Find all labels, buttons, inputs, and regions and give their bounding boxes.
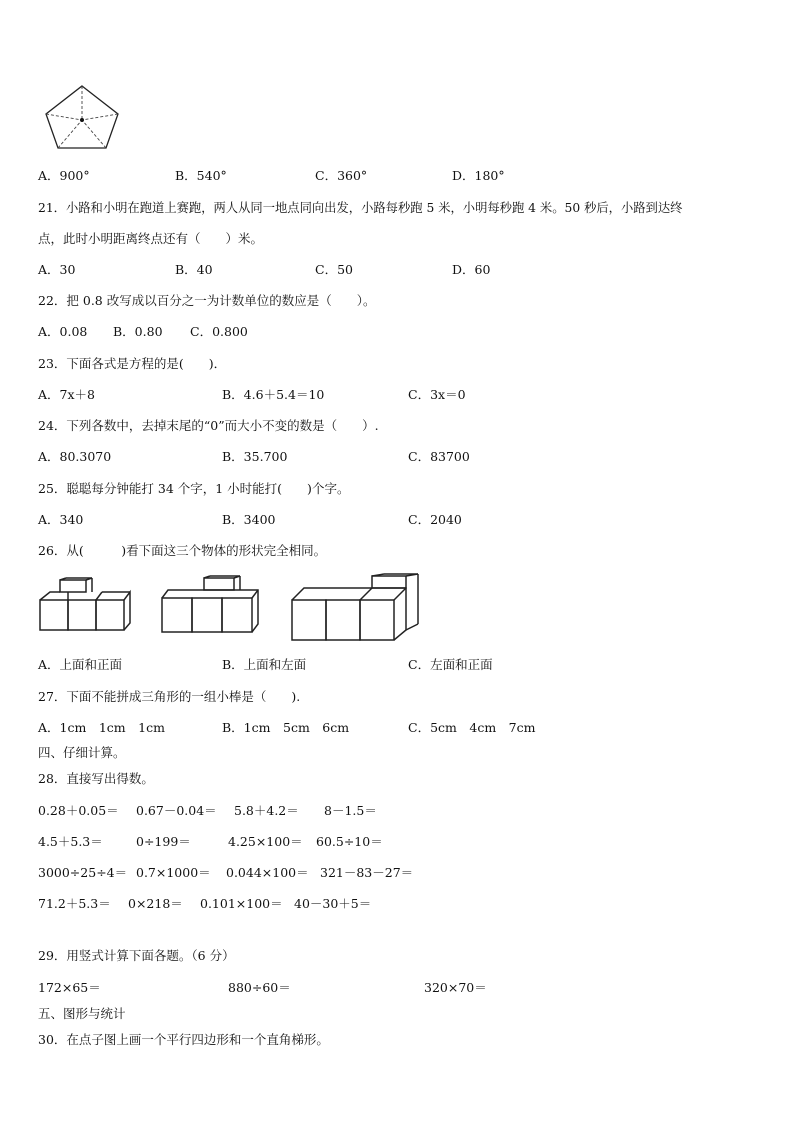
q28-r3-c3: 0.044×100＝ xyxy=(226,865,309,880)
q28-r3-c2: 0.7×1000＝ xyxy=(136,865,211,880)
q25-option-a: A．340 xyxy=(38,512,84,527)
q27-option-a: A．1cm 1cm 1cm xyxy=(38,720,165,735)
pentagon-figure xyxy=(44,84,124,154)
q28-r1-c4: 8－1.5＝ xyxy=(324,803,377,818)
q28-r3-c1: 3000÷25÷4＝ xyxy=(38,865,128,880)
q22-stem: 22．把 0.8 改写成以百分之一为计数单位的数应是（ ）。 xyxy=(38,293,376,308)
q28-r2-c3: 4.25×100＝ xyxy=(228,834,303,849)
q21-option-c: C．50 xyxy=(315,262,353,277)
q23-option-a: A．7x＋8 xyxy=(38,387,95,402)
q24-option-c: C．83700 xyxy=(408,449,470,464)
q25-option-c: C．2040 xyxy=(408,512,462,527)
q28-r4-c4: 40－30＋5＝ xyxy=(294,896,372,911)
q26-option-b: B．上面和左面 xyxy=(222,657,307,672)
q27-stem: 27．下面不能拼成三角形的一组小棒是（ ). xyxy=(38,689,301,704)
q29-item-3: 320×70＝ xyxy=(424,980,487,995)
q28-r1-c1: 0.28＋0.05＝ xyxy=(38,803,119,818)
q20-option-c: C．360° xyxy=(315,168,368,183)
q21-stem-line1: 21．小路和小明在跑道上赛跑，两人从同一地点同向出发，小路每秒跑 5 米，小明每秒跑 4 米。50 秒后，小路到达终 xyxy=(38,201,683,215)
q21-option-a: A．30 xyxy=(38,262,76,277)
q20-option-b: B．540° xyxy=(175,168,227,183)
q26-option-c: C．左面和正面 xyxy=(408,657,493,672)
q24-option-b: B．35.700 xyxy=(222,449,288,464)
q26-stem: 26．从( )看下面这三个物体的形状完全相同。 xyxy=(38,543,327,558)
section-5-heading: 五、图形与统计 xyxy=(38,1006,126,1021)
q21-stem-line2: 点，此时小明距离终点还有（ ）米。 xyxy=(38,231,264,246)
q24-option-a: A．80.3070 xyxy=(38,449,112,464)
q25-stem: 25．聪聪每分钟能打 34 个字，1 小时能打( )个字。 xyxy=(38,481,350,496)
q25-option-b: B．3400 xyxy=(222,512,276,527)
q20-option-d: D．180° xyxy=(452,168,505,183)
q28-r1-c2: 0.67－0.04＝ xyxy=(136,803,217,818)
q28-r3-c4: 321－83－27＝ xyxy=(320,865,414,880)
q23-stem: 23．下面各式是方程的是( )． xyxy=(38,356,227,371)
q22-option-c: C．0.800 xyxy=(190,324,248,339)
q24-stem: 24．下列各数中，去掉末尾的“0”而大小不变的数是（ ）. xyxy=(38,418,379,433)
q29-item-1: 172×65＝ xyxy=(38,980,101,995)
q28-r4-c3: 0.101×100＝ xyxy=(200,896,283,911)
q23-option-b: B．4.6＋5.4＝10 xyxy=(222,387,325,402)
q22-option-b: B．0.80 xyxy=(113,324,163,339)
q29-stem: 29．用竖式计算下面各题。（6 分） xyxy=(38,948,235,963)
q28-r2-c2: 0÷199＝ xyxy=(136,834,191,849)
q28-stem: 28．直接写出得数。 xyxy=(38,771,154,786)
cube-figure-3 xyxy=(288,574,428,644)
q26-option-a: A．上面和正面 xyxy=(38,657,123,672)
q27-option-c: C．5cm 4cm 7cm xyxy=(408,720,536,735)
q20-option-a: A．900° xyxy=(38,168,90,183)
q28-r2-c4: 60.5÷10＝ xyxy=(316,834,383,849)
cube-figure-2 xyxy=(158,576,268,636)
q22-option-a: A．0.08 xyxy=(38,324,88,339)
q28-r4-c2: 0×218＝ xyxy=(128,896,183,911)
section-4-heading: 四、仔细计算。 xyxy=(38,745,126,760)
q28-r1-c3: 5.8＋4.2＝ xyxy=(234,803,299,818)
q27-option-b: B．1cm 5cm 6cm xyxy=(222,720,350,735)
cube-figure-1 xyxy=(38,578,138,638)
q29-item-2: 880÷60＝ xyxy=(228,980,291,995)
q30-stem: 30．在点子图上画一个平行四边形和一个直角梯形。 xyxy=(38,1032,329,1047)
q23-option-c: C．3x＝0 xyxy=(408,387,466,402)
q21-option-d: D．60 xyxy=(452,262,491,277)
q28-r4-c1: 71.2＋5.3＝ xyxy=(38,896,111,911)
q21-option-b: B．40 xyxy=(175,262,213,277)
q28-r2-c1: 4.5＋5.3＝ xyxy=(38,834,103,849)
